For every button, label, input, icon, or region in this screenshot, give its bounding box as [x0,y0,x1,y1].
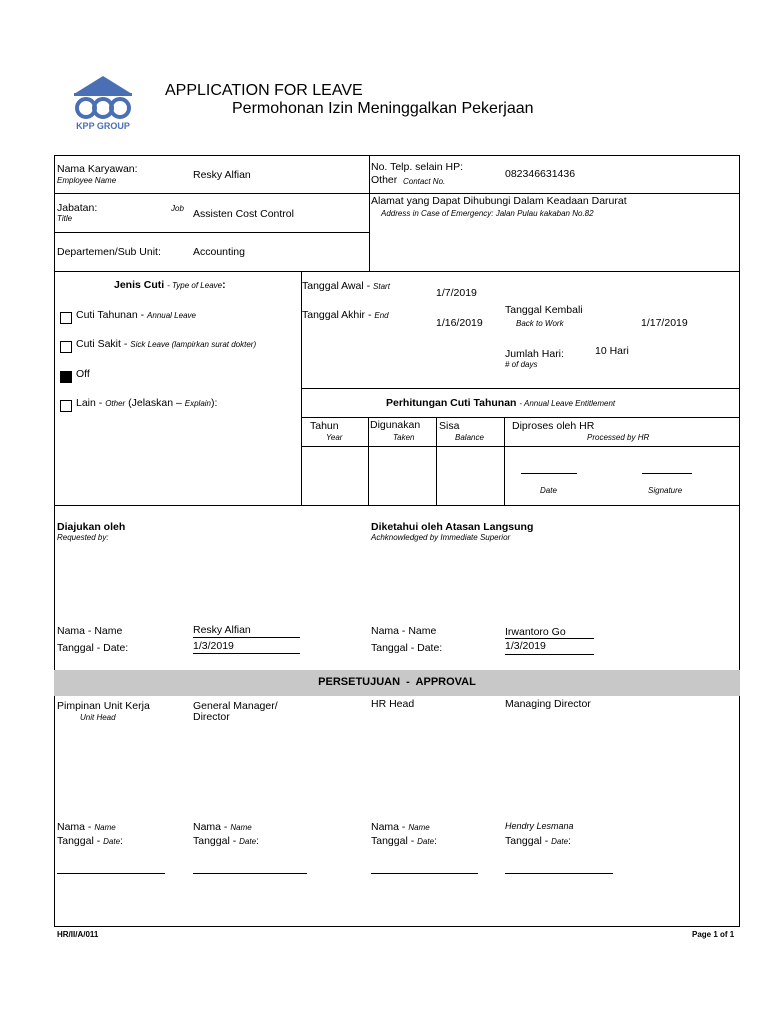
hr-signature-line[interactable] [642,473,692,474]
approval-title: PERSETUJUAN - APPROVAL [318,676,476,688]
page-subtitle: Permohonan Izin Meninggalkan Pekerjaan [232,100,534,117]
dept-value[interactable]: Accounting [193,246,245,258]
checkbox-annual-leave[interactable] [60,312,72,324]
end-label: Tanggal Akhir - [302,309,372,321]
taken-sub: Taken [393,433,415,442]
phone-value[interactable]: 082346631436 [505,168,576,180]
processed-label: Diproses oleh HR [512,420,595,432]
checkbox-off[interactable] [60,371,72,383]
hr-head-name [371,821,430,833]
superior-name-label: Nama - Name [371,625,437,637]
option-other-end: ): [211,397,218,409]
job-label: Jabatan: [57,202,98,214]
hr-date-sub: Date [540,486,557,495]
end-date-value[interactable]: 1/16/2019 [436,317,483,329]
logo-text: KPP GROUP [76,121,130,131]
doc-code: HR/II/A/011 [57,930,99,939]
leave-type-colon: : [222,279,226,291]
days-label: Jumlah Hari: [505,348,564,360]
option-other-explain: Explain [184,399,211,408]
company-logo [70,74,136,134]
unit-head-name [57,821,116,833]
page-number: Page 1 of 1 [692,930,735,939]
phone-sub: Contact No. [403,177,446,186]
employee-name-sub: Employee Name [57,176,117,185]
address-sub[interactable]: Address in Case of Emergency: Jalan Pulau kakaban No.82 [381,209,594,218]
days-value[interactable]: 10 Hari [595,345,629,357]
hr-head-date: Tanggal - Date: [371,835,437,847]
option-off-label: Off [76,368,90,380]
phone-other: Other [371,174,398,186]
md-date: Tanggal - Date: [505,835,571,847]
gm-date-sub: Date [239,837,257,846]
leave-type-heading [114,279,226,291]
address-label: Alamat yang Dapat Dihubungi Dalam Keadaan Darurat [371,195,627,207]
requested-by-sub: Requested by: [57,533,109,542]
requester-name-label: Nama - Name [57,625,123,637]
leave-type-sub: - Type of Leave [167,281,223,290]
unit-head-name-sub: Name [94,823,116,832]
return-label: Tanggal Kembali [505,304,583,316]
unit-head-date-sub: Date [103,837,121,846]
unit-head-name-prefix: Nama - [57,821,92,833]
unit-head-date-prefix: Tanggal - [57,835,101,847]
taken-label: Digunakan [370,419,421,431]
requester-date-value[interactable]: 1/3/2019 [193,640,234,652]
checkbox-other[interactable] [60,400,72,412]
gm-label-2: Director [193,711,230,723]
hr-head-date-sub: Date [417,837,435,846]
option-sick-label: Cuti Sakit - [76,338,128,350]
gm-name [193,821,252,833]
start-date-value[interactable]: 1/7/2019 [436,287,477,299]
option-other [76,397,217,409]
year-label: Tahun [310,420,339,432]
requested-by-label: Diajukan oleh [57,521,126,533]
unit-head-label: Pimpinan Unit Kerja [57,700,150,712]
days-sub: # of days [505,360,538,369]
hr-head-label: HR Head [371,698,415,710]
start-date-label [302,280,390,292]
option-annual-sub: Annual Leave [147,311,196,320]
start-sub: Start [373,282,390,291]
hr-date-line[interactable] [521,473,577,474]
processed-sub: Processed by HR [587,433,650,442]
option-other-sub: Other [105,399,126,408]
gm-name-sub: Name [230,823,252,832]
requester-date-label: Tanggal - Date: [57,642,129,654]
start-label: Tanggal Awal - [302,280,371,292]
acknowledged-sub: Achknowledged by Immediate Superior [371,533,511,542]
option-annual-label: Cuti Tahunan - [76,309,145,321]
unit-head-signature-line[interactable] [57,873,165,874]
end-date-label [302,309,389,321]
gm-label: General Manager/ [193,700,278,712]
return-sub: Back to Work [516,319,564,328]
md-name-value[interactable]: Hendry Lesmana [505,821,574,831]
hr-head-signature-line[interactable] [371,873,478,874]
entitlement-heading [386,397,615,409]
employee-name-label: Nama Karyawan: [57,163,138,175]
job-value[interactable]: Assisten Cost Control [193,208,294,220]
requester-name-value[interactable]: Resky Alfian [193,624,251,636]
superior-date-value[interactable]: 1/3/2019 [505,640,546,652]
acknowledged-label: Diketahui oleh Atasan Langsung [371,521,534,533]
job-sub-a: Job [171,204,184,213]
balance-sub: Balance [455,433,484,442]
balance-label: Sisa [439,420,460,432]
employee-name-value[interactable]: Resky Alfian [193,169,251,181]
phone-label: No. Telp. selain HP: [371,161,464,173]
md-date-sub: Date [551,837,569,846]
option-other-label: Lain - [76,397,103,409]
hr-head-date-prefix: Tanggal - [371,835,415,847]
md-date-prefix: Tanggal - [505,835,549,847]
entitlement-sub: - Annual Leave Entitlement [519,399,616,408]
checkbox-sick-leave[interactable] [60,341,72,353]
entitlement-title: Perhitungan Cuti Tahunan [386,397,517,409]
year-sub: Year [326,433,343,442]
gm-name-prefix: Nama - [193,821,228,833]
md-label: Managing Director [505,698,591,710]
end-sub: End [374,311,389,320]
hr-head-name-prefix: Nama - [371,821,406,833]
dept-label: Departemen/Sub Unit: [57,246,161,258]
md-signature-line[interactable] [505,873,613,874]
return-value[interactable]: 1/17/2019 [641,317,688,329]
option-other-extra: (Jelaskan – [128,397,182,409]
gm-date-prefix: Tanggal - [193,835,237,847]
option-annual-leave [76,309,196,321]
gm-signature-line[interactable] [193,873,307,874]
unit-head-sub: Unit Head [80,713,116,722]
superior-date-label: Tanggal - Date: [371,642,443,654]
unit-head-date: Tanggal - Date: [57,835,123,847]
gm-date: Tanggal - Date: [193,835,259,847]
page-title: APPLICATION FOR LEAVE [165,82,363,99]
hr-head-name-sub: Name [408,823,430,832]
leave-type-label: Jenis Cuti [114,279,165,291]
option-sick-leave [76,338,256,350]
job-sub-b: Title [57,214,73,223]
hr-signature-sub: Signature [648,486,683,495]
superior-name-value[interactable]: Irwantoro Go [505,626,566,638]
option-sick-sub: Sick Leave (lampirkan surat dokter) [130,340,257,349]
